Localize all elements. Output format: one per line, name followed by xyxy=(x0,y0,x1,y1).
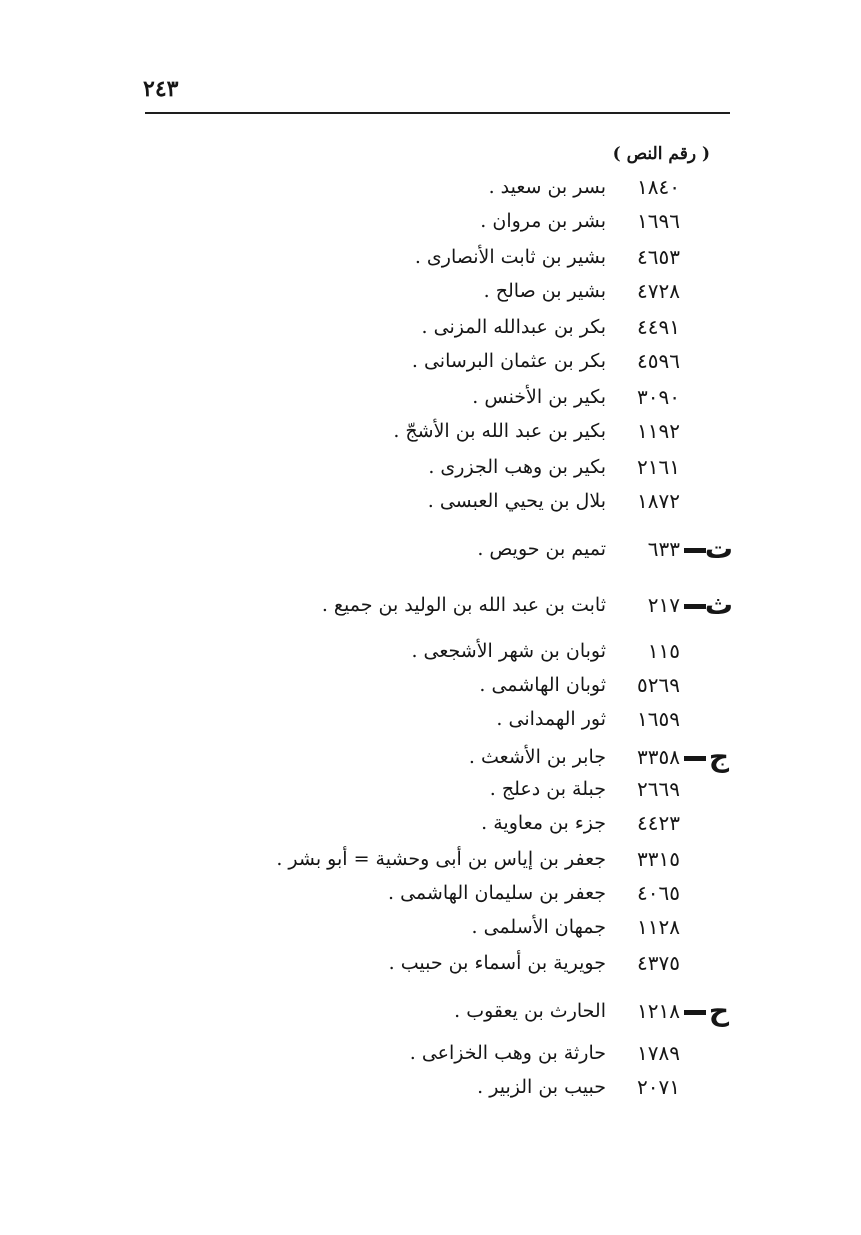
entry-number: ١١٥ xyxy=(647,639,680,663)
section-dash xyxy=(684,756,706,761)
entry-name: حبيب بن الزبير . xyxy=(477,1076,606,1098)
entry-row xyxy=(0,532,861,566)
entry-row xyxy=(0,1036,861,1070)
entry-number: ١٨٤٠ xyxy=(637,175,680,199)
entry-name: بكر بن عبدالله المزنى . xyxy=(421,316,606,338)
entry-row xyxy=(0,484,861,518)
entry-number: ١٦٩٦ xyxy=(637,209,680,233)
entry-name: بشر بن مروان . xyxy=(480,210,606,232)
entry-number: ١٧٨٩ xyxy=(637,1041,680,1065)
entry-number: ٢٦٦٩ xyxy=(637,777,680,801)
entry-number: ٤٤٩١ xyxy=(637,315,680,339)
entry-number: ١١٢٨ xyxy=(637,915,680,939)
page-number: ٢٤٣ xyxy=(143,76,179,102)
entry-number: ٥٢٦٩ xyxy=(637,673,680,697)
entry-number: ٣٣١٥ xyxy=(637,847,680,871)
entry-name: بلال بن يحيي العبسى . xyxy=(427,490,606,512)
entry-row xyxy=(0,634,861,668)
entry-name: جمهان الأسلمى . xyxy=(471,916,606,938)
entry-number: ٤٥٩٦ xyxy=(637,349,680,373)
entry-name: جويرية بن أسماء بن حبيب . xyxy=(388,952,606,974)
section-letter: ج xyxy=(708,740,730,773)
entry-name: بكر بن عثمان البرسانى . xyxy=(411,350,606,372)
entry-row xyxy=(0,380,861,414)
entry-row xyxy=(0,344,861,378)
entry-number: ٢١٦١ xyxy=(637,455,680,479)
entry-row xyxy=(0,588,861,622)
entry-row xyxy=(0,876,861,910)
entry-name: بكير بن الأخنس . xyxy=(472,386,606,408)
entry-number: ١٨٧٢ xyxy=(637,489,680,513)
entry-row xyxy=(0,842,861,876)
entry-number: ٤٧٢٨ xyxy=(637,279,680,303)
entry-number: ٤٣٧٥ xyxy=(637,951,680,975)
entry-name: جزء بن معاوية . xyxy=(481,812,606,834)
entry-number: ٤٠٦٥ xyxy=(637,881,680,905)
section-letter: ت xyxy=(704,532,734,565)
entry-row xyxy=(0,806,861,840)
entry-number: ٣٣٥٨ xyxy=(637,745,680,769)
section-dash xyxy=(684,1010,706,1015)
section-letter: ث xyxy=(704,588,734,621)
entry-name: جبلة بن دعلج . xyxy=(489,778,606,800)
entry-name: بكير بن عبد الله بن الأشجّ . xyxy=(393,420,606,442)
entry-number: ٢١٧ xyxy=(647,593,680,617)
entry-number: ١١٩٢ xyxy=(637,419,680,443)
entry-name: ثور الهمدانى . xyxy=(496,708,606,730)
entry-number: ٣٠٩٠ xyxy=(637,385,680,409)
entry-number: ٦٣٣ xyxy=(647,537,680,561)
entry-name: جعفر بن إياس بن أبى وحشية = أبو بشر . xyxy=(276,848,606,870)
entry-name: حارثة بن وهب الخزاعى . xyxy=(409,1042,606,1064)
entry-row xyxy=(0,702,861,736)
entry-row xyxy=(0,414,861,448)
entry-name: الحارث بن يعقوب . xyxy=(454,1000,606,1022)
entry-row xyxy=(0,310,861,344)
entry-number: ١٢١٨ xyxy=(637,999,680,1023)
entry-name: بشير بن صالح . xyxy=(483,280,606,302)
entry-name: جابر بن الأشعث . xyxy=(468,746,606,768)
entry-name: بكير بن وهب الجزرى . xyxy=(428,456,606,478)
section-dash xyxy=(684,548,706,553)
entry-row xyxy=(0,772,861,806)
entry-row xyxy=(0,450,861,484)
entry-number: ٤٦٥٣ xyxy=(637,245,680,269)
entry-row xyxy=(0,170,861,204)
entry-name: بشير بن ثابت الأنصارى . xyxy=(414,246,606,268)
entry-row xyxy=(0,274,861,308)
entry-number: ٤٤٢٣ xyxy=(637,811,680,835)
entry-row xyxy=(0,910,861,944)
section-letter: ح xyxy=(708,994,730,1027)
entry-name: جعفر بن سليمان الهاشمى . xyxy=(388,882,606,904)
entry-row xyxy=(0,946,861,980)
entry-name: ثابت بن عبد الله بن الوليد بن جميع . xyxy=(321,594,606,616)
entry-name: ثوبان بن شهر الأشجعى . xyxy=(411,640,606,662)
entry-row xyxy=(0,1070,861,1104)
entry-name: بسر بن سعيد . xyxy=(488,176,606,198)
entry-row xyxy=(0,668,861,702)
entry-row xyxy=(0,204,861,238)
entry-row xyxy=(0,994,861,1028)
entry-row xyxy=(0,240,861,274)
entry-name: ثوبان الهاشمى . xyxy=(479,674,606,696)
entry-number: ٢٠٧١ xyxy=(637,1075,680,1099)
entry-row xyxy=(0,740,861,774)
header-note: ( رقم النص ) xyxy=(612,144,710,164)
entry-name: تميم بن حويص . xyxy=(477,538,606,560)
entry-number: ١٦٥٩ xyxy=(637,707,680,731)
section-dash xyxy=(684,604,706,609)
